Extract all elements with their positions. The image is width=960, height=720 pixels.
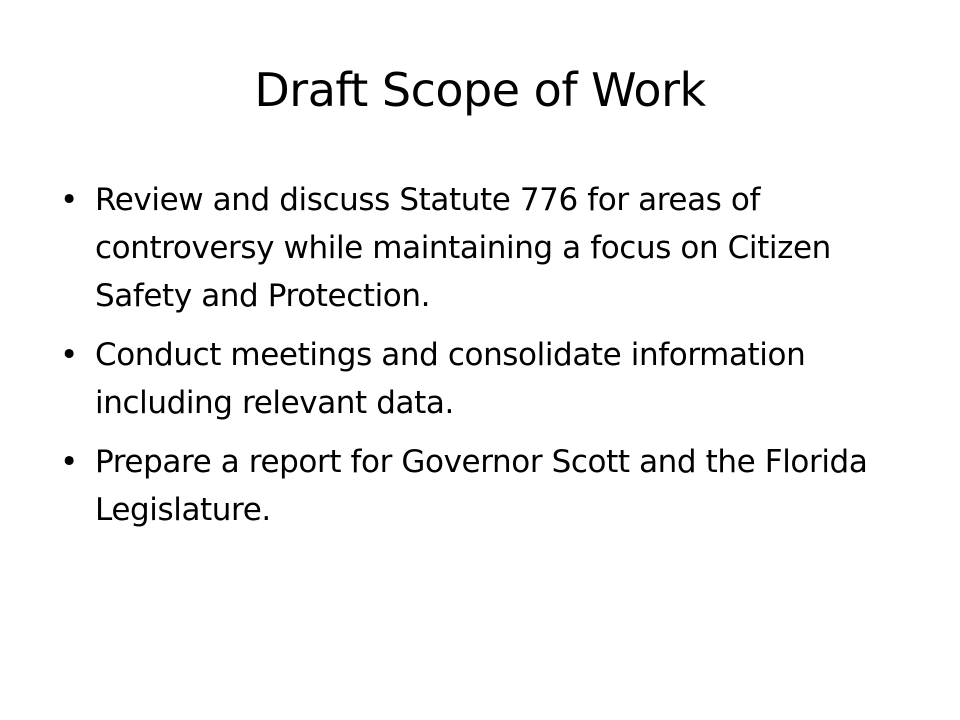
bullet-item — [58, 176, 898, 320]
bullet-dot-icon: • — [60, 337, 78, 373]
bullet-item — [58, 331, 898, 427]
bullet-text: Conduct meetings and consolidate information including relevant data. — [95, 337, 806, 421]
bullet-dot-icon: • — [60, 182, 78, 218]
bullet-dot-icon: • — [60, 444, 78, 480]
bullet-item — [58, 438, 898, 534]
bullet-text: Review and discuss Statute 776 for areas of controversy while maintaining a focus on Citizen Safety and Protection. — [95, 182, 831, 314]
bullet-list — [58, 176, 898, 545]
bullet-text: Prepare a report for Governor Scott and the Florida Legislature. — [95, 444, 868, 528]
slide-title: Draft Scope of Work — [254, 63, 706, 117]
